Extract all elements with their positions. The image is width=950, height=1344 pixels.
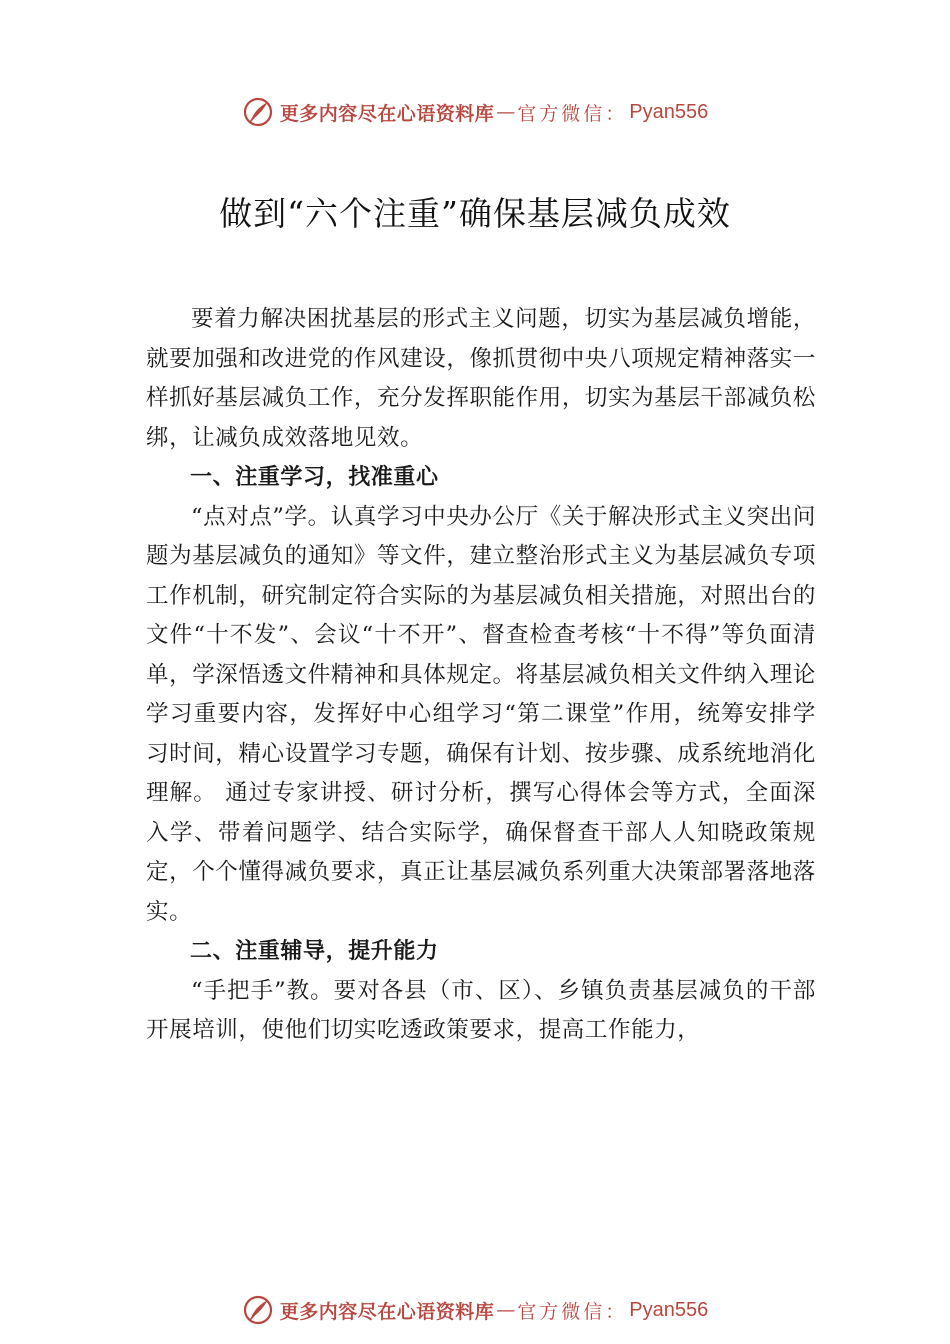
section-paragraph-2: “手把手”教。要对各县（市、区）、乡镇负责基层减负的干部开展培训，使他们切实吃透政策要求，提高工作能力， [146, 977, 816, 1043]
banner-separator: — [496, 1299, 516, 1321]
quill-logo-icon [242, 1294, 274, 1326]
banner-wechat-label: 官方微信： [517, 1300, 628, 1323]
footer-banner [0, 1290, 950, 1330]
banner-wechat-id: Pyan556 [629, 100, 709, 123]
intro-paragraph: 要着力解决困扰基层的形式主义问题，切实为基层减负增能，就要加强和改进党的作风建设，像抓贯彻中央八项规定精神落实一样抓好基层减负工作，充分发挥职能作用，切实为基层干部减负松绑，让减负成效落地见效。 [146, 306, 816, 451]
quill-logo-icon [242, 96, 274, 128]
banner-main-text: 更多内容尽在心语资料库 [279, 1300, 495, 1323]
document-title: 做到“六个注重”确保基层减负成效 [219, 194, 731, 233]
section-paragraph-1: “点对点”学。认真学习中央办公厅《关于解决形式主义突出问题为基层减负的通知》等文件，建立整治形式主义为基层减负专项工作机制，研究制定符合实际的为基层减负相关措施，对照出台的文件“十不发”、会议“十不开”、督查检查考核“十不得”等负面清单，学深悟透文件精神和具体规定。将基层减负相关文件纳入理论学习重要内容，发挥好中心组学习“第二课堂”作用，统筹安排学习时间，精心设置学习专题，确保有计划、按步骤、成系统地消化理解。 通过专家讲授、研讨分析，撰写心得体会等方式，全面深入学、带着问题学、结合实际学，确保督查干部人人知晓政策规定，个个懂得减负要求，真正让基层减负系列重大决策部署落地落实。 [146, 503, 816, 925]
banner-separator: — [496, 101, 516, 123]
section-heading-1: 一、注重学习，找准重心 [190, 465, 439, 490]
header-banner [0, 92, 950, 132]
section-heading-2: 二、注重辅导，提升能力 [190, 939, 439, 964]
banner-wechat-id: Pyan556 [629, 1298, 709, 1321]
banner-wechat-label: 官方微信： [517, 102, 628, 125]
document-body [146, 300, 816, 1051]
banner-main-text: 更多内容尽在心语资料库 [279, 102, 495, 125]
